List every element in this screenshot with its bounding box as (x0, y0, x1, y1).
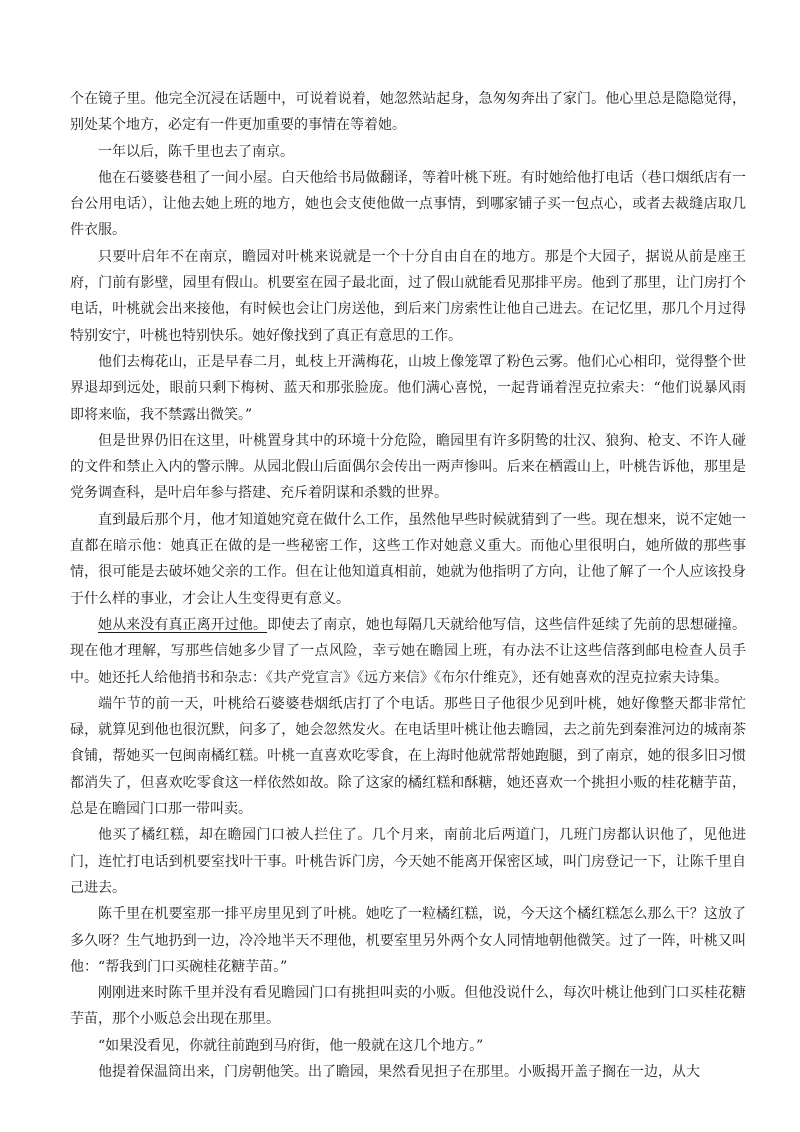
paragraph: 直到最后那个月，他才知道她究竟在做什么工作，虽然他早些时候就猜到了一些。现在想来，说不定她一直都在暗示他：她真正在做的是一些秘密工作，这些工作对她意义重大。而他心里很明白，她所做的那些事情，很可能是去破坏她父亲的工作。但在让他知道真相前，她就为他指明了方向，让他了解了一个人应该投身于什么样的事业，才会让人生变得更有意义。 (70, 511, 746, 607)
paragraph: 他们去梅花山，正是早春二月，虬枝上开满梅花，山坡上像笼罩了粉色云雾。他们心心相印，觉得整个世界退却到远处，眼前只剩下梅树、蓝天和那张脸庞。他们满心喜悦，一起背诵着涅克拉索夫：“他们说暴风雨即将来临，我不禁露出微笑。” (70, 353, 746, 423)
paragraph: “如果没看见，你就往前跑到马府街，他一般就在这几个地方。” (98, 1037, 484, 1054)
paragraph-rest: 即使去了南京，她也每隔几天就给他写信，这些信件延续了先前的思想碰撞。现在他才理解，写那些信她多少冒了一点风险，幸亏她在瞻园上班，有办法不让这些信落到邮电检查人员手中。她还托人给他捎书和杂志：《共产党宣言》《远方来信》《布尔什维克》，还有她喜欢的涅克拉索夫诗集。 (70, 616, 747, 686)
paragraph: 刚刚进来时陈千里并没有看见瞻园门口有挑担叫卖的小贩。但他没说什么，每次叶桃让他到门口买桂花糖芋苗，那个小贩总会出现在那里。 (70, 985, 746, 1028)
document-page (70, 86, 746, 1085)
paragraph: 陈千里在机要室那一排平房里见到了叶桃。她吃了一粒橘红糕，说，今天这个橘红糕怎么那么干？这放了多久呀？生气地扔到一边，冷冷地半天不理他，机要室里另外两个女人同情地朝他微笑。过了一阵，叶桃又叫他：“帮我到门口买碗桂花糖芋苗。” (70, 906, 746, 975)
paragraph: 他提着保温筒出来，门房朝他笑。出了瞻园，果然看见担子在那里。小贩揭开盖子搁在一边，从大 (98, 1063, 700, 1080)
paragraph: 但是世界仍旧在这里，叶桃置身其中的环境十分危险，瞻园里有许多阴鸷的壮汉、狼狗、枪支、不许人碰的文件和禁止入内的警示牌。从园北假山后面偶尔会传出一两声惨叫。后来在栖霞山上，叶桃告诉他，那里是党务调查科，是叶启年参与搭建、充斥着阴谋和杀戮的世界。 (70, 432, 746, 502)
paragraph: 他在石婆婆巷租了一间小屋。白天他给书局做翻译，等着叶桃下班。有时她给他打电话（巷口烟纸店有一台公用电话），让他去她上班的地方，她也会支使他做一点事情，到哪家铺子买一包点心，或者去裁缝店取几件衣服。 (70, 169, 746, 239)
paragraph: 只要叶启年不在南京，瞻园对叶桃来说就是一个十分自由自在的地方。那是个大园子，据说从前是座王府，门前有影壁，园里有假山。机要室在园子最北面，过了假山就能看见那排平房。他到了那里，让门房打个电话，叶桃就会出来接他，有时候也会让门房送他，到后来门房索性让他自己进去。在记忆里，那几个月过得特别安宁，叶桃也特别快乐。她好像找到了真正有意思的工作。 (70, 248, 746, 344)
paragraph: 一年以后，陈千里也去了南京。 (98, 143, 294, 160)
underlined-sentence: 她从来没有真正离开过他。 (98, 616, 268, 633)
paragraph: 他买了橘红糕，却在瞻园门口被人拦住了。几个月来，南前北后两道门，几班门房都认识他了，见他进门，连忙打电话到机要室找叶干事。叶桃告诉门房，今天她不能离开保密区域，叫门房登记一下，让陈千里自己进去。 (70, 827, 746, 896)
paragraph: 个在镜子里。他完全沉浸在话题中，可说着说着，她忽然站起身，急匆匆奔出了家门。他心里总是隐隐觉得，别处某个地方，必定有一件更加重要的事情在等着她。 (70, 91, 746, 134)
paragraph-with-underline (70, 612, 746, 691)
paragraph: 端午节的前一天，叶桃给石婆婆巷烟纸店打了个电话。那些日子他很少见到叶桃，她好像整天都非常忙碌，就算见到他也很沉默，问多了，她会忽然发火。在电话里叶桃让他去瞻园，去之前先到秦淮河边的城南茶食铺，帮她买一包闽南橘红糕。叶桃一直喜欢吃零食，在上海时他就常帮她跑腿，到了南京，她的很多旧习惯都消失了，但喜欢吃零食这一样依然如故。除了这家的橘红糕和酥糖，她还喜欢一个挑担小贩的桂花糖芋苗，总是在瞻园门口那一带叫卖。 (70, 695, 746, 818)
